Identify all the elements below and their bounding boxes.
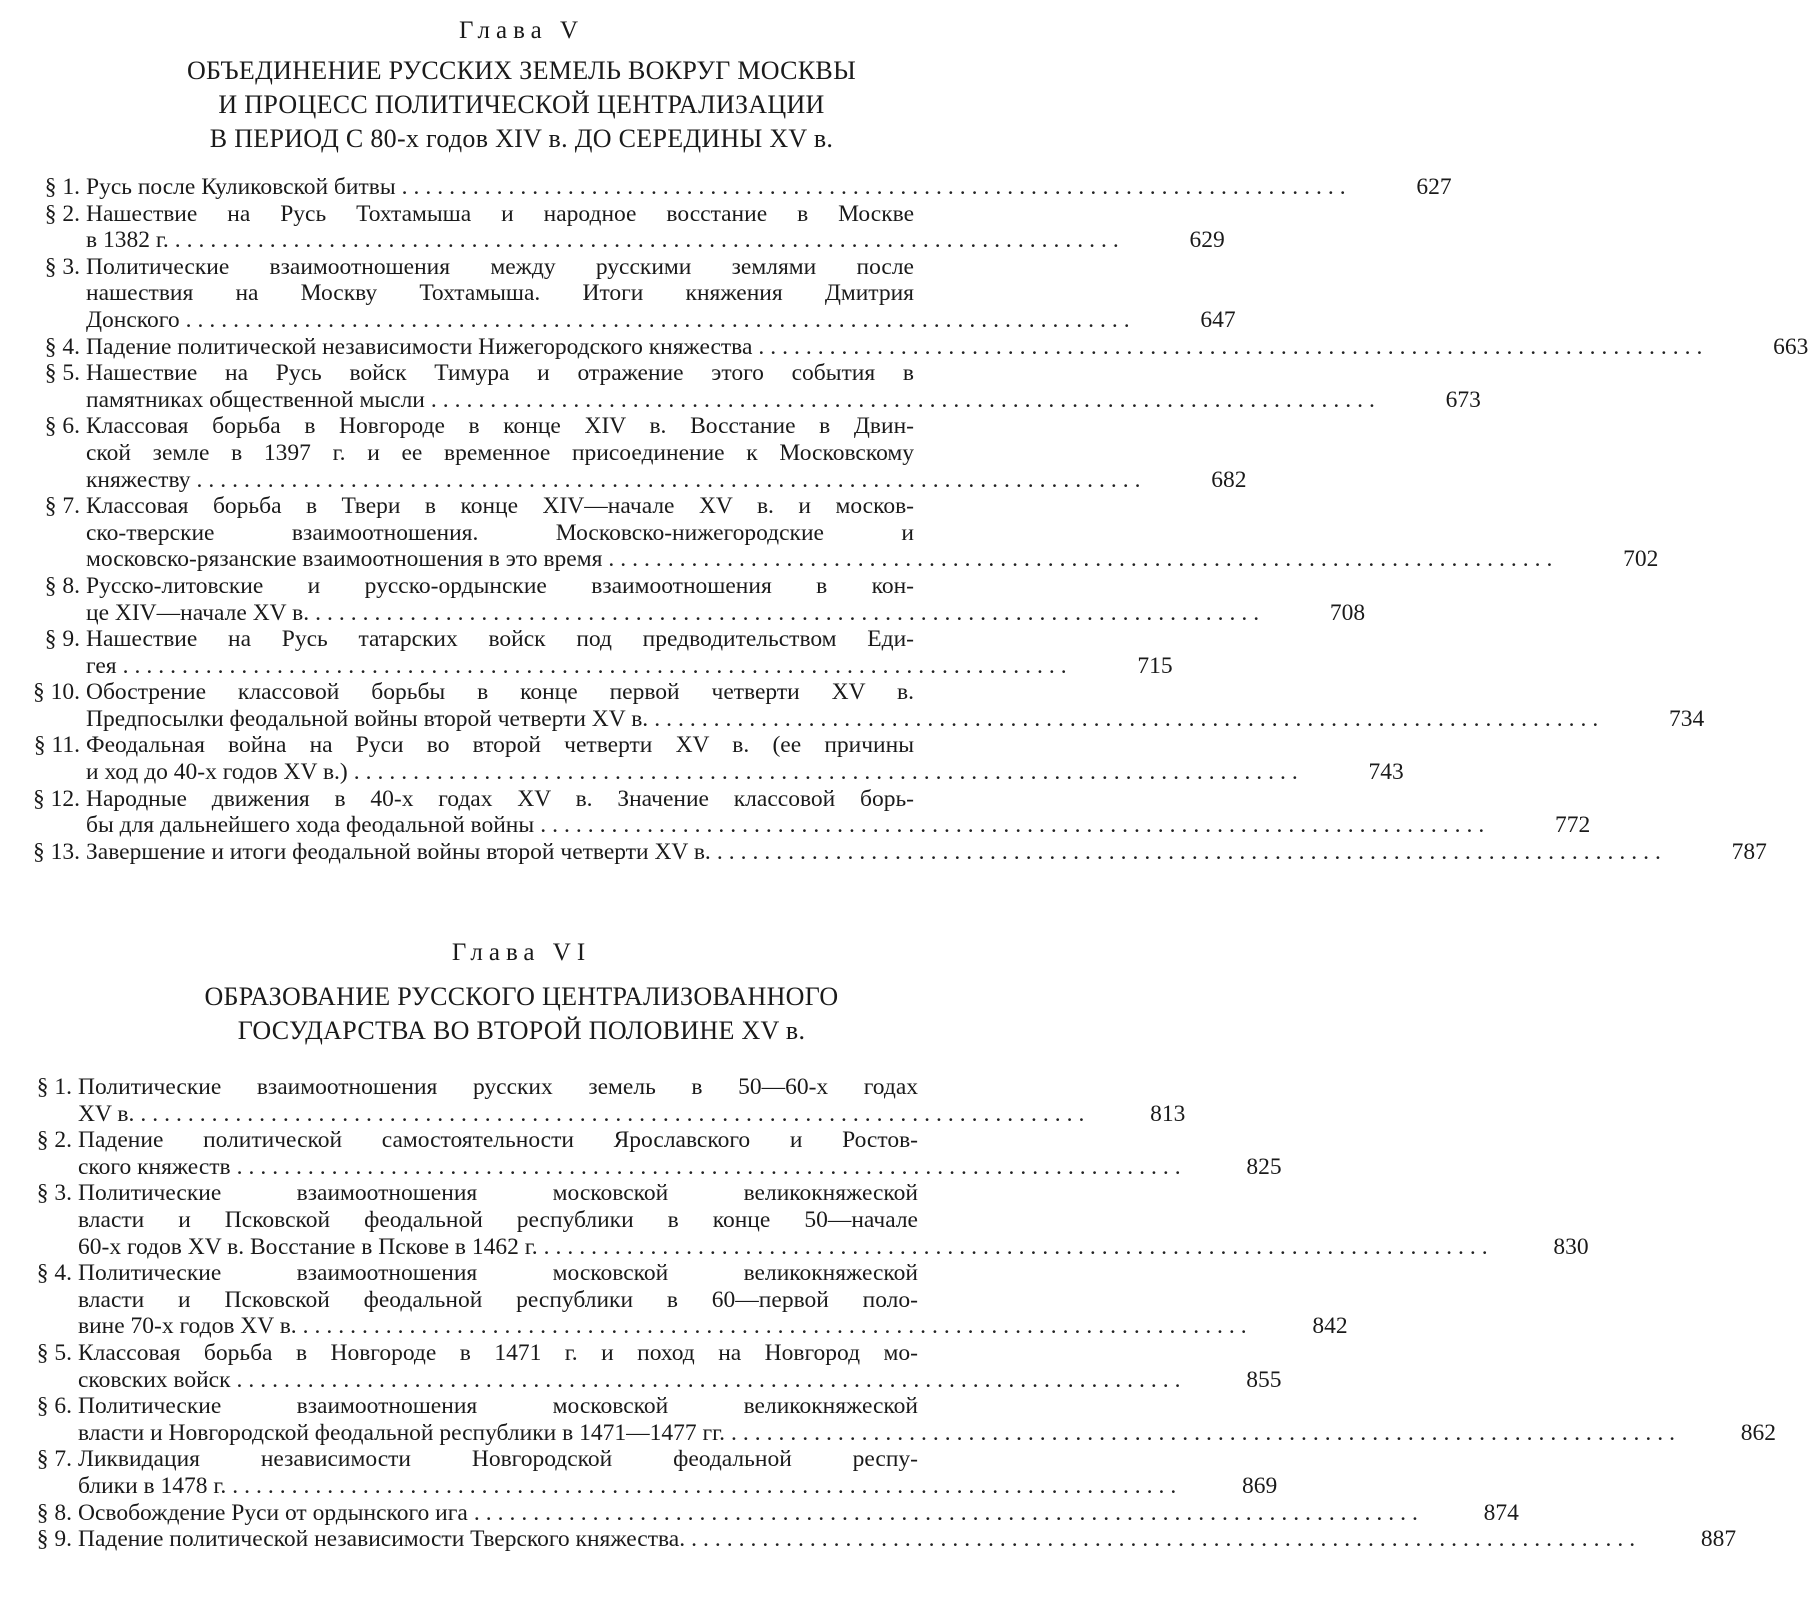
section-number: § 13. — [33, 838, 80, 865]
chapter-label: Глава VI — [451, 939, 592, 966]
dot-leader: ................................................................................ — [236, 1366, 1187, 1393]
section-title — [86, 200, 1225, 254]
page-number: 855 — [1246, 1366, 1282, 1393]
section-title — [86, 174, 1452, 201]
section-title-line: памятниках общественной мысли — [86, 386, 425, 413]
section-title-last-line — [86, 174, 1452, 201]
section-title-last-line — [86, 227, 1225, 254]
chapter-6 — [0, 936, 1776, 1553]
page-number: 869 — [1242, 1472, 1278, 1499]
toc-entry — [0, 1526, 1737, 1553]
section-title-line: Классовая борьба в Новгороде в 1471 г. и поход на Новгород мо- — [78, 1339, 918, 1366]
toc-entry — [0, 1127, 1282, 1180]
toc-entry — [0, 1260, 1348, 1340]
section-title-line: в 1382 г. — [86, 227, 169, 254]
section-title — [86, 360, 1481, 413]
section-title-line: Нашествие на Русь татарских войск под предводительством Еди- — [86, 626, 914, 653]
section-title-line: Русь после Куликовской битвы — [86, 174, 396, 200]
section-title — [86, 785, 1591, 839]
page-number: 663 — [1773, 333, 1808, 360]
section-title-line: XV в. — [78, 1100, 135, 1127]
section-title-line: Классовая борьба в Новгороде в конце XIV в. Восстание в Двин- — [86, 413, 914, 440]
dot-leader: ................................................................................ — [315, 599, 1266, 626]
toc-entry — [0, 1393, 1776, 1446]
section-title-line: Падение политической независимости Нижегородского княжества — [86, 333, 753, 360]
toc-entry — [0, 1499, 1519, 1527]
section-title — [78, 1074, 1186, 1127]
section-title-line: ского княжеств — [78, 1153, 231, 1180]
section-title-line: Донского — [86, 306, 180, 333]
section-title-last-line — [78, 1153, 1282, 1181]
section-number: § 8. — [44, 572, 80, 599]
section-title-line: бы для дальнейшего хода феодальной войны — [86, 812, 535, 839]
dot-leader: ................................................................................ — [430, 386, 1381, 413]
section-title-line: Политические взаимоотношения русских земель в 50—60-х годах — [78, 1074, 918, 1100]
dot-leader: ................................................................................ — [122, 652, 1073, 679]
dot-leader: ................................................................................ — [654, 705, 1605, 732]
chapter-title-line: ОБЪЕДИНЕНИЕ РУССКИХ ЗЕМЕЛЬ ВОКРУГ МОСКВЫ — [186, 56, 857, 85]
dot-leader: ................................................................................ — [140, 1100, 1091, 1127]
section-title-line: Обострение классовой борьбы в конце первой четверти XV в. — [86, 679, 914, 706]
dot-leader: ................................................................................ — [174, 227, 1125, 254]
section-title-line: це XIV—начале XV в. — [86, 599, 310, 626]
section-number: § 1. — [36, 1074, 72, 1100]
section-number: § 1. — [44, 174, 80, 200]
chapter-label: Глава V — [458, 17, 585, 44]
toc-entry — [0, 200, 1225, 254]
section-title-line: Нашествие на Русь Тохтамыша и народное восстание в Москве — [86, 200, 914, 227]
section-title — [86, 679, 1705, 732]
section-number: § 9. — [44, 626, 80, 653]
chapter-title-line: И ПРОЦЕСС ПОЛИТИЧЕСКОЙ ЦЕНТРАЛИЗАЦИИ — [218, 90, 825, 119]
section-title — [86, 626, 1173, 679]
section-title-line: Политические взаимоотношения между русскими землями после — [86, 253, 914, 280]
section-number: § 9. — [36, 1526, 72, 1553]
section-title — [78, 1180, 1589, 1260]
section-title — [86, 572, 1366, 626]
toc-entry — [0, 413, 1247, 493]
page-number: 842 — [1312, 1313, 1348, 1340]
section-title — [86, 333, 1808, 361]
section-title-last-line — [86, 705, 1705, 733]
toc-entry — [0, 174, 1452, 201]
section-title-last-line — [78, 1100, 1186, 1128]
page-number: 825 — [1246, 1153, 1282, 1180]
section-title-last-line — [86, 333, 1808, 361]
section-title-last-line — [78, 1526, 1737, 1553]
section-number: § 10. — [33, 679, 80, 706]
chapter-title-line: ОБРАЗОВАНИЕ РУССКОГО ЦЕНТРАЛИЗОВАННОГО — [204, 982, 839, 1011]
chapter-title — [0, 980, 1043, 1048]
section-title — [78, 1260, 1348, 1340]
dot-leader: ................................................................................ — [543, 1233, 1494, 1260]
section-title-line: ско-тверские взаимоотношения. Московско-нижегородские и — [86, 519, 914, 546]
chapter-title-line: ГОСУДАРСТВА ВО ВТОРОЙ ПОЛОВИНЕ XV в. — [237, 1016, 806, 1045]
section-title-last-line — [86, 599, 1366, 627]
section-title-line: Русско-литовские и русско-ордынские взаимоотношения в кон- — [86, 572, 914, 599]
section-title — [86, 253, 1236, 334]
toc-entry — [0, 1446, 1278, 1499]
chapter-title-line: В ПЕРИОД С 80-х годов XIV в. ДО СЕРЕДИНЫ XV в. — [209, 124, 834, 153]
section-title-line: Народные движения в 40-х годах XV в. Значение классовой борь- — [86, 785, 914, 812]
section-title-line: Политические взаимоотношения московской великокняжеской — [78, 1180, 918, 1207]
section-title-last-line — [78, 1419, 1776, 1447]
page-number: 715 — [1137, 652, 1173, 679]
section-title-line: Освобождение Руси от ордынского ига — [78, 1499, 468, 1526]
toc-entry — [0, 1339, 1282, 1393]
section-title-line: блики в 1478 г. — [78, 1472, 227, 1499]
section-title — [78, 1526, 1737, 1553]
section-title-last-line — [86, 546, 1659, 573]
section-number: § 2. — [36, 1127, 72, 1154]
section-number: § 8. — [36, 1499, 72, 1526]
section-title — [78, 1393, 1776, 1446]
toc-entry — [0, 253, 1236, 334]
dot-leader: ................................................................................ — [540, 812, 1491, 839]
dot-leader: ................................................................................ — [730, 1419, 1681, 1446]
dot-leader: ................................................................................ — [758, 333, 1709, 360]
section-number: § 6. — [44, 413, 80, 440]
section-title-last-line — [86, 812, 1591, 839]
page-number: 673 — [1445, 386, 1481, 413]
dot-leader: ................................................................................ — [353, 759, 1304, 786]
section-title-line: Нашествие на Русь войск Тимура и отражение этого события в — [86, 360, 914, 387]
section-number: § 4. — [36, 1260, 72, 1287]
chapter-5 — [0, 14, 1808, 865]
section-title — [86, 413, 1247, 493]
section-title — [86, 493, 1659, 573]
section-number: § 12. — [33, 785, 80, 812]
page-number: 772 — [1554, 812, 1591, 839]
section-number: § 11. — [33, 732, 80, 759]
section-title-last-line — [78, 1366, 1282, 1394]
toc-entry — [0, 732, 1404, 786]
page-number: 708 — [1329, 599, 1366, 626]
page-number: 787 — [1731, 838, 1767, 865]
dot-leader: ................................................................................ — [473, 1499, 1424, 1526]
dot-leader: ................................................................................ — [608, 546, 1559, 573]
toc-entry — [0, 572, 1366, 626]
section-title-line: Предпосылки феодальной войны второй четверти XV в. — [86, 705, 649, 732]
toc-entry — [0, 333, 1808, 361]
page-number: 682 — [1211, 466, 1247, 493]
section-number: § 3. — [36, 1180, 72, 1207]
section-title-line: Политические взаимоотношения московской великокняжеской — [78, 1260, 918, 1287]
toc-entry — [0, 679, 1705, 732]
section-title-line: 60-х годов XV в. Восстание в Пскове в 1462 г. — [78, 1233, 538, 1260]
section-title-last-line — [86, 306, 1236, 334]
page-number: 874 — [1483, 1499, 1519, 1526]
section-title-line: Политические взаимоотношения московской великокняжеской — [78, 1393, 918, 1420]
section-title-last-line — [86, 466, 1247, 494]
dot-leader: ................................................................................ — [716, 838, 1667, 865]
page-number: 629 — [1189, 227, 1225, 254]
section-title-line: ской земле в 1397 г. и ее временное присоединение к Московскому — [86, 439, 914, 466]
section-title-line: сковских войск — [78, 1366, 231, 1393]
section-title-last-line — [86, 652, 1173, 680]
section-title — [78, 1127, 1282, 1180]
dot-leader: ................................................................................ — [185, 306, 1136, 333]
section-title-line: Феодальная война на Руси во второй четверти XV в. (ее причины — [86, 732, 914, 759]
toc-entry — [0, 838, 1767, 866]
toc-list — [0, 1074, 1776, 1553]
toc-entry — [0, 493, 1659, 573]
toc-entry — [0, 1074, 1186, 1127]
section-number: § 6. — [36, 1393, 72, 1420]
section-title-last-line — [86, 838, 1767, 866]
dot-leader: ................................................................................ — [196, 466, 1147, 493]
section-title-line: вине 70-х годов XV в. — [78, 1313, 297, 1340]
toc-entry — [0, 360, 1481, 413]
section-number: § 5. — [36, 1339, 72, 1366]
page-number: 887 — [1700, 1526, 1737, 1553]
toc-list — [0, 174, 1808, 865]
section-title-line: княжеству — [86, 466, 191, 493]
section-title-line: власти и Новгородской феодальной республики в 1471—1477 гг. — [78, 1419, 725, 1446]
section-title-last-line — [78, 1499, 1519, 1527]
chapter-title — [0, 54, 1043, 156]
toc-entry — [0, 1180, 1589, 1260]
toc-entry — [0, 785, 1591, 839]
section-title-line: нашествия на Москву Тохтамыша. Итоги княжения Дмитрия — [86, 280, 914, 307]
page-number: 647 — [1200, 306, 1236, 333]
page-number: 830 — [1553, 1233, 1589, 1260]
page-number: 734 — [1668, 705, 1705, 732]
page-number: 743 — [1368, 759, 1404, 786]
section-title-last-line — [86, 386, 1481, 414]
toc-entry — [0, 626, 1173, 679]
section-title — [86, 838, 1767, 866]
section-title-line: Ликвидация независимости Новгородской феодальной респу- — [78, 1446, 918, 1473]
page-number: 702 — [1623, 546, 1659, 573]
section-title-last-line — [86, 759, 1404, 786]
section-title — [78, 1446, 1278, 1499]
section-number: § 7. — [36, 1446, 72, 1473]
section-title-line: Классовая борьба в Твери в конце XIV—начале XV в. и москов- — [86, 493, 914, 520]
section-title — [78, 1499, 1519, 1527]
dot-leader: ................................................................................ — [236, 1153, 1187, 1180]
page-number: 862 — [1740, 1419, 1776, 1446]
dot-leader: ................................................................................ — [302, 1313, 1253, 1340]
section-title-last-line — [78, 1233, 1589, 1261]
page-number: 627 — [1416, 174, 1452, 200]
section-title-line: московско-рязанские взаимоотношения в это время — [86, 546, 603, 573]
section-title-line: Падение политической независимости Тверского княжества. — [78, 1526, 686, 1553]
section-number: § 7. — [44, 493, 80, 520]
section-title — [78, 1339, 1282, 1393]
section-number: § 5. — [44, 360, 80, 387]
section-title-line: власти и Псковской феодальной республики в 60—первой поло- — [78, 1286, 918, 1313]
section-title-line: Завершение и итоги феодальной войны второй четверти XV в. — [86, 838, 711, 865]
section-title-line: гея — [86, 652, 117, 679]
dot-leader: ................................................................................ — [691, 1526, 1642, 1553]
page-number: 813 — [1150, 1100, 1186, 1127]
section-title — [86, 732, 1404, 786]
section-title-line: и ход до 40-х годов XV в.) — [86, 759, 348, 786]
dot-leader: ................................................................................ — [232, 1472, 1183, 1499]
section-number: § 2. — [44, 200, 80, 227]
section-title-line: Падение политической самостоятельности Ярославского и Ростов- — [78, 1127, 918, 1154]
section-number: § 4. — [44, 333, 80, 360]
dot-leader: ................................................................................ — [401, 174, 1352, 200]
section-number: § 3. — [44, 253, 80, 280]
section-title-last-line — [78, 1313, 1348, 1340]
section-title-last-line — [78, 1472, 1278, 1500]
section-title-line: власти и Псковской феодальной республики в конце 50—начале — [78, 1206, 918, 1233]
